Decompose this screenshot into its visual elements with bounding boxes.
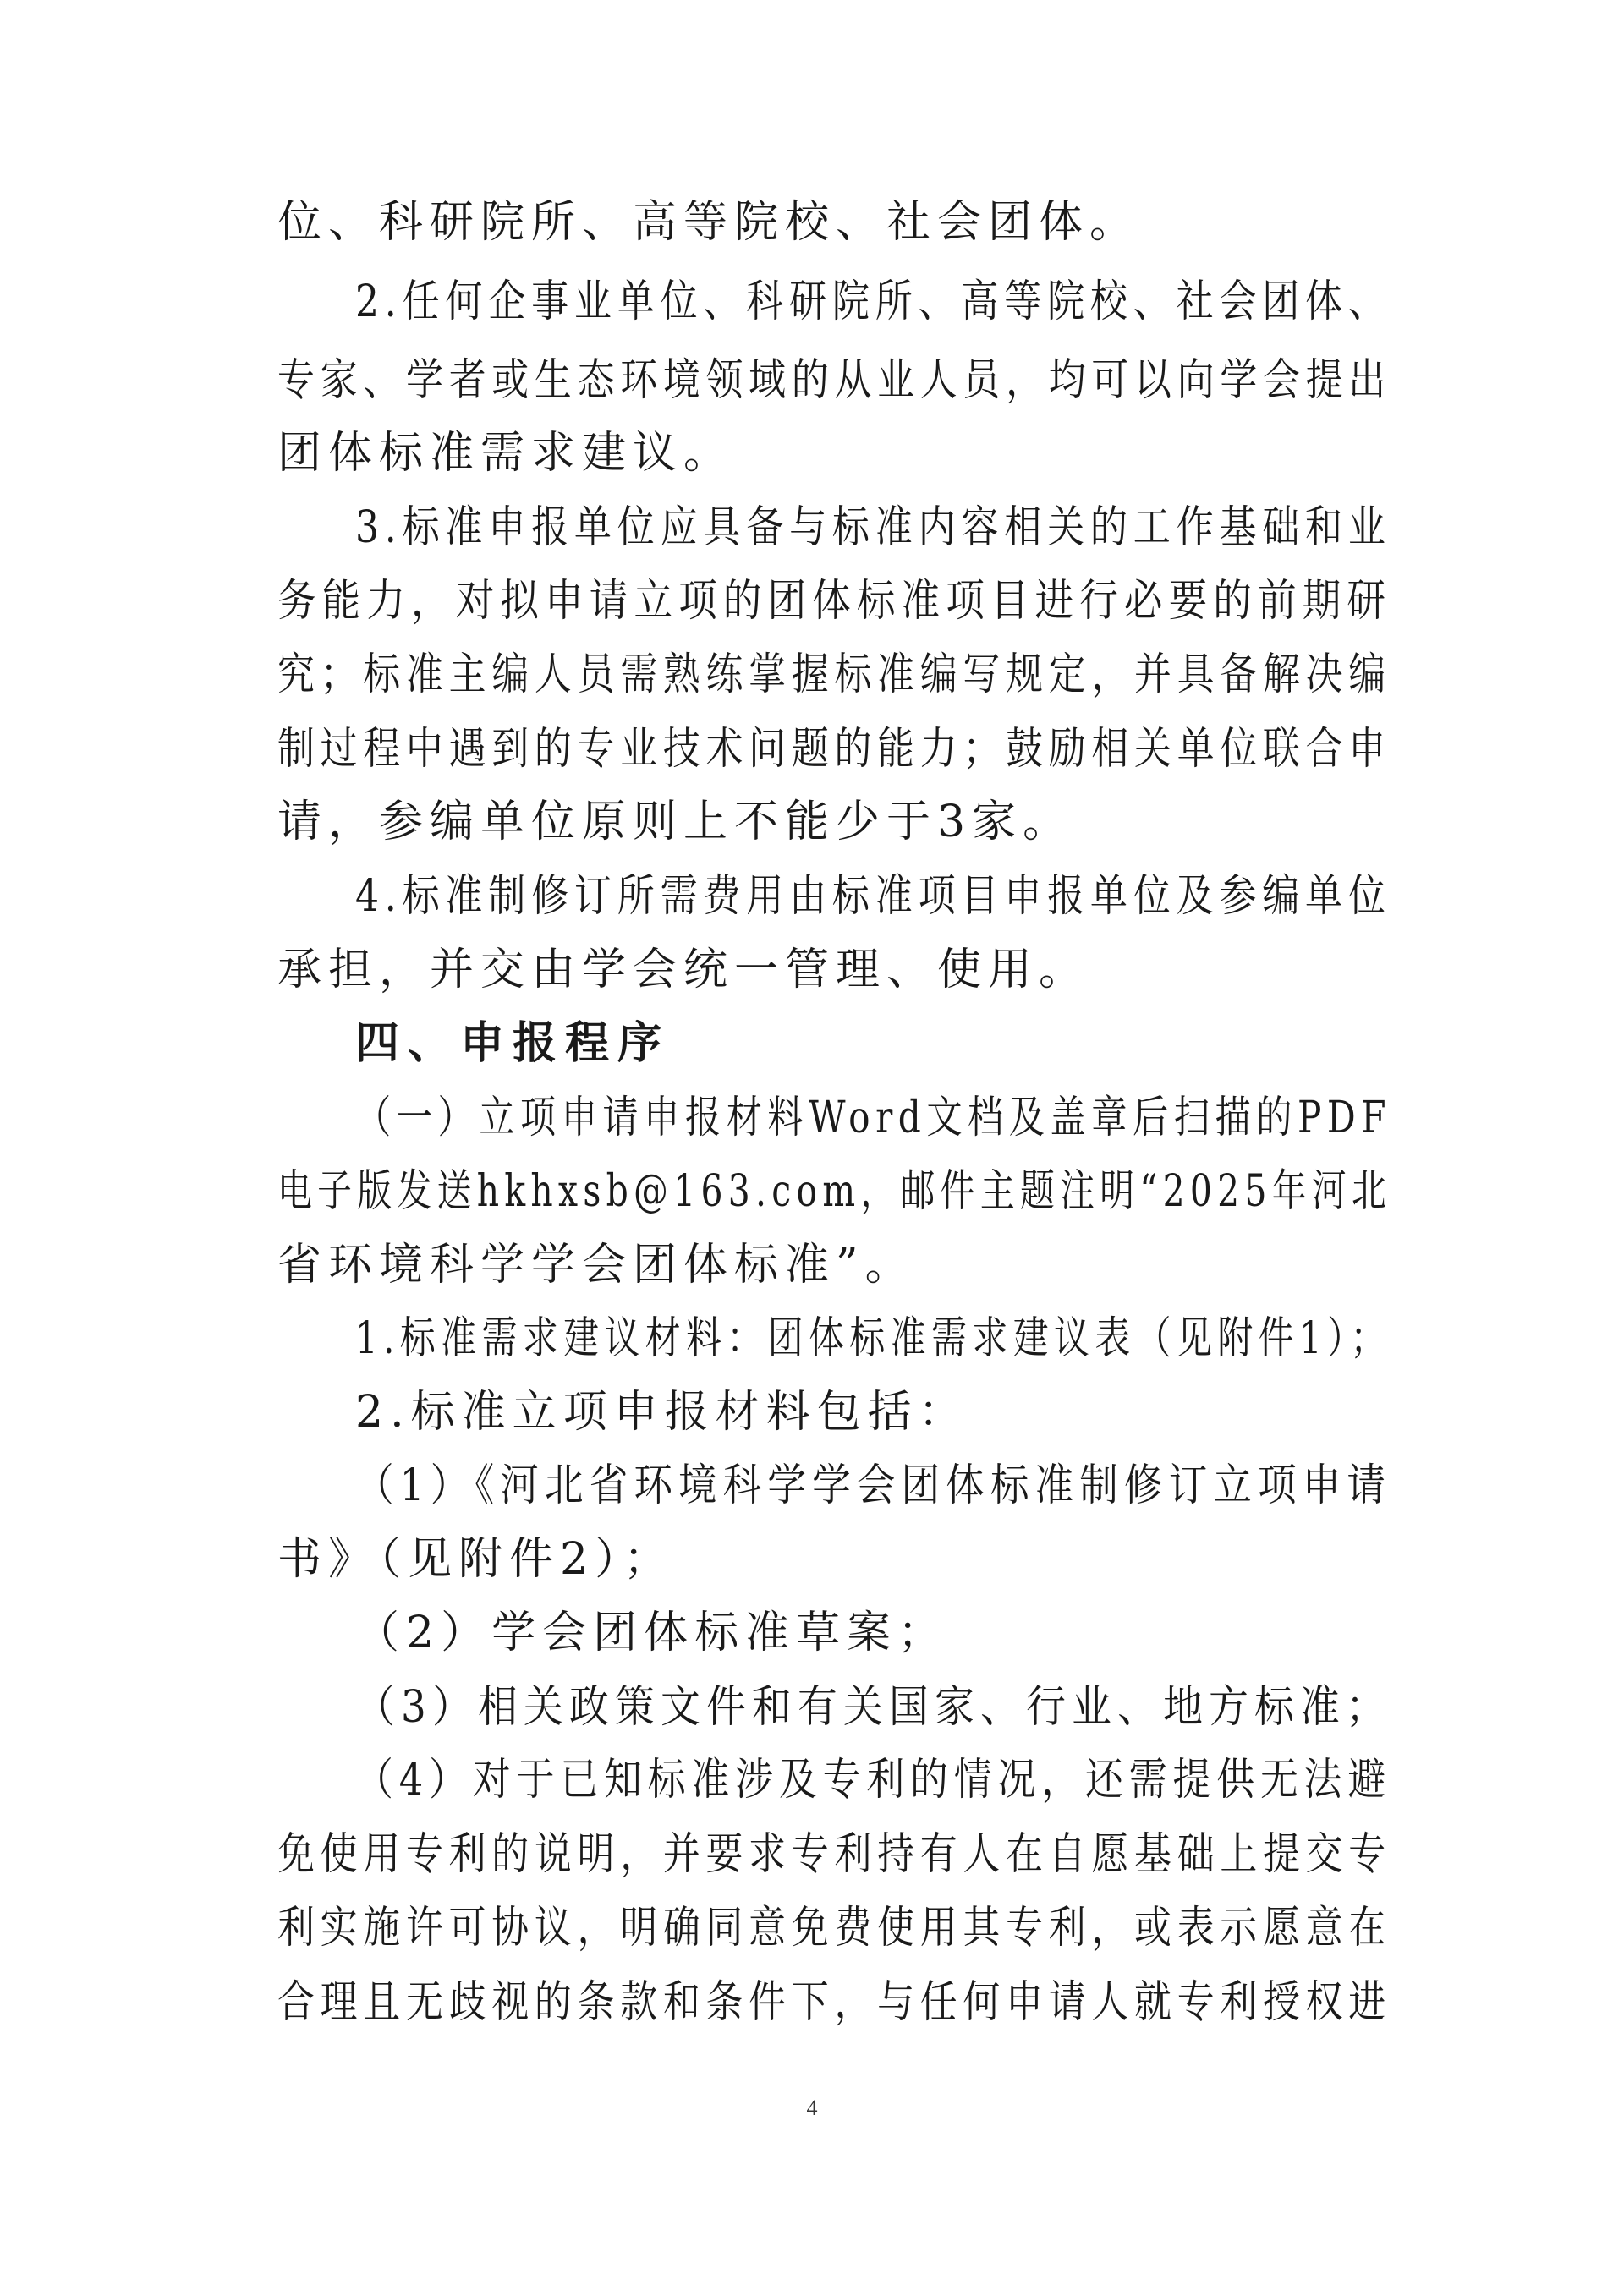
text-line-18: （1）《河北省环境科学学会团体标准制修订立项申请 xyxy=(355,1460,1392,1511)
text-line-16: 1.标准需求建议材料：团体标准需求建议表（见附件1）； xyxy=(355,1313,1391,1364)
text-line-7: 究；标准主编人员需熟练掌握标准编写规定，并具备解决编 xyxy=(277,649,1391,700)
text-line-14: 电子版发送hkhxsb@163.com，邮件主题注明“2025年河北 xyxy=(277,1166,1392,1217)
text-line-25: 合理且无歧视的条款和条件下，与任何申请人就专利授权进 xyxy=(277,1977,1391,2028)
text-line-13: （一）立项申请申报材料Word文档及盖章后扫描的PDF xyxy=(355,1093,1392,1143)
text-line-17: 2.标准立项申报材料包括： xyxy=(355,1387,969,1438)
text-line-4: 团体标准需求建议。 xyxy=(277,428,735,479)
text-line-23: 免使用专利的说明，并要求专利持有人在自愿基础上提交专 xyxy=(277,1829,1391,1880)
text-line-2: 2.任何企事业单位、科研院所、高等院校、社会团体、 xyxy=(355,277,1391,327)
text-line-3: 专家、学者或生态环境领域的从业人员，均可以向学会提出 xyxy=(277,355,1391,406)
text-line-1: 位、科研院所、高等院校、社会团体。 xyxy=(277,197,1141,248)
text-line-5: 3.标准申报单位应具备与标准内容相关的工作基础和业 xyxy=(355,502,1391,553)
text-line-19: 书》（见附件2）； xyxy=(277,1534,675,1585)
text-line-11: 承担，并交由学会统一管理、使用。 xyxy=(277,945,1090,995)
text-line-15: 省环境科学学会团体标准”。 xyxy=(277,1240,916,1290)
text-line-8: 制过程中遇到的专业技术问题的能力；鼓励相关单位联合申 xyxy=(277,724,1391,775)
text-line-9: 请，参编单位原则上不能少于3家。 xyxy=(277,797,1074,847)
section-heading: 四、申报程序 xyxy=(355,1018,671,1069)
page-number: 4 xyxy=(806,2096,818,2120)
text-line-24: 利实施许可协议，明确同意免费使用其专利，或表示愿意在 xyxy=(277,1903,1391,1954)
text-line-21: （3）相关政策文件和有关国家、行业、地方标准； xyxy=(355,1682,1392,1733)
text-line-10: 4.标准制修订所需费用由标准项目申报单位及参编单位 xyxy=(355,871,1391,922)
text-line-20: （2）学会团体标准草案； xyxy=(355,1608,949,1658)
text-line-22: （4）对于已知标准涉及专利的情况，还需提供无法避 xyxy=(355,1755,1392,1806)
text-line-6: 务能力，对拟申请立项的团体标准项目进行必要的前期研 xyxy=(277,576,1392,627)
